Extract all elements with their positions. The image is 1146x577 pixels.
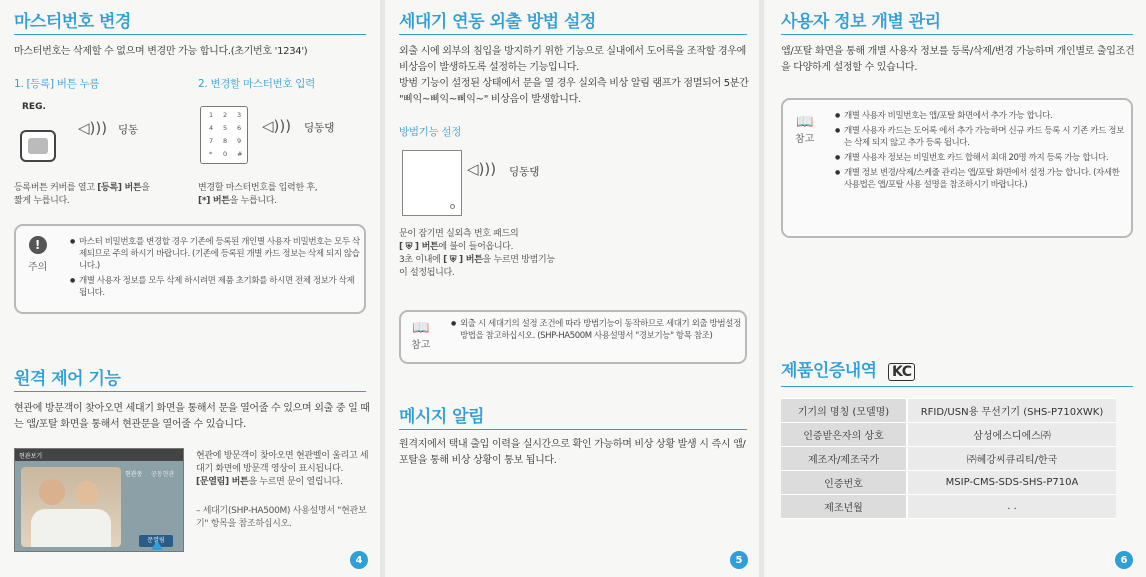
note-box [781, 98, 1133, 238]
keypad-key[interactable]: * [209, 150, 213, 158]
keypad[interactable] [200, 106, 248, 164]
note-list [451, 318, 743, 345]
screen-header: 현관보기 [15, 449, 183, 461]
caution-list [70, 236, 360, 302]
title-rule [399, 429, 747, 430]
remote-intro: 현관에 방문객이 찾아오면 세대기 화면을 통해서 문을 열어줄 수 있으며 외출 중 일 때는 앱/포탈 화면을 통해서 현관문을 열어줄 수 있습니다. [14, 403, 370, 430]
table-row [781, 495, 1116, 519]
cert-key: 제조년월 [781, 495, 907, 519]
title-rule [781, 34, 1133, 35]
sound-dingdong: 딩동 [118, 124, 139, 136]
keypad-key[interactable]: 4 [209, 124, 214, 132]
note-item: ● 개별 사용자 비밀번호는 앱/포탈 화면에서 추가 가능 합니다. [835, 110, 1127, 122]
page-5 [385, 0, 759, 577]
message-alert-title: 메시지 알림 [399, 407, 485, 427]
title-rule [399, 34, 747, 35]
door-lock-pad[interactable] [402, 150, 462, 216]
caution-item: ● 개별 사용자 정보를 모두 삭제 하시려면 제품 초기화를 하시면 전체 정보가 삭제됩니다. [70, 275, 360, 299]
certification-title: 제품인증내역 KC [781, 356, 915, 381]
cert-key: 인증번호 [781, 471, 907, 495]
keypad-key[interactable]: 8 [223, 137, 228, 145]
keypad-key[interactable]: 9 [237, 137, 242, 145]
keypad-key[interactable]: 7 [209, 137, 214, 145]
note-list [835, 110, 1127, 194]
sound-dingdongdaeng: 딩동댕 [304, 122, 335, 134]
table-row [781, 399, 1116, 423]
table-row [781, 423, 1116, 447]
cert-value: RFID/USN용 무선기기 (SHS-P710XWK) [907, 399, 1116, 423]
security-desc: 문이 잠기면 실외측 번호 패드의 [ ⛨ ] 버튼에 불이 들어옵니다. 3초 이내에 [ ⛨ ] 버튼을 누르면 방범기능 이 설정됩니다. [399, 229, 555, 278]
reg-label: REG. [22, 102, 46, 112]
keypad-key[interactable]: # [237, 150, 243, 158]
note-label: 참고 [411, 340, 431, 351]
table-row [781, 447, 1116, 471]
cert-value: 삼성에스디에스㈜ [907, 423, 1116, 447]
visitor-photo [21, 467, 121, 547]
sound-dingdongdaeng: 딩동댕 [509, 166, 540, 178]
remote-desc: 현관에 방문객이 찾아오면 현관벨이 울리고 세대기 화면에 방문객 영상이 표시됩니다. [문열림] 버튼을 누르면 문이 열립니다. [196, 451, 369, 487]
message-text: 원격지에서 택내 출입 이력을 실시간으로 확인 가능하며 비상 상황 발생 시 즉시 앱/포탈을 통해 비상 상황이 통보 됩니다. [399, 439, 746, 466]
title-rule [14, 391, 366, 392]
keypad-key[interactable]: 6 [237, 124, 242, 132]
caution-label: 주의 [28, 262, 48, 273]
kc-mark-icon: KC [888, 363, 916, 381]
note-item: ● 개별 정보 변경/삭제/스케줄 관리는 앱/포탈 화면에서 설정 가능 합니다. (자세한 사용법은 앱/포탈 사용 설명을 참조하시기 바랍니다.) [835, 167, 1127, 191]
speaker-icon: ◁))) [262, 117, 292, 135]
caution-icon: ! 주의 [28, 238, 48, 273]
keypad-key[interactable]: 1 [209, 111, 214, 119]
cert-value: . . [907, 495, 1116, 519]
user-info-title: 사용자 정보 개별 관리 [781, 12, 941, 32]
note-label: 참고 [795, 134, 815, 145]
away-intro-2: 방범 기능이 설정된 상태에서 문을 열 경우 실외측 비상 알림 램프가 점멸되어 5분간 "삐익~삐익~삐익~" 비상음이 발생합니다. [399, 78, 749, 105]
cert-key: 기기의 명칭 (모델명) [781, 399, 907, 423]
note-item: ● 외출 시 세대기의 설정 조건에 따라 방범기능이 동작하므로 세대기 외출 방범설정 방법을 참고하십시오. (SHP-HA500M 사용설명서 "경보기능" 항목 참조) [451, 318, 743, 342]
screen-tab[interactable]: 공동현관 [151, 471, 175, 478]
away-mode-title: 세대기 연동 외출 방법 설정 [399, 12, 596, 32]
cert-key: 제조자/제조국가 [781, 447, 907, 471]
cert-value: ㈜혜강씨큐리티/한국 [907, 447, 1116, 471]
remote-note: – 세대기(SHP-HA500M) 사용설명서 "현관보기" 항목을 참조하십시오. [196, 506, 367, 529]
page-number: 5 [730, 551, 748, 569]
screen-tab[interactable]: 현관동 [125, 471, 143, 478]
reg-button[interactable] [20, 130, 56, 162]
keypad-key[interactable]: 0 [223, 150, 228, 158]
keypad-key[interactable]: 3 [237, 111, 242, 119]
step1-label: 1. [등록] 버튼 누름 [14, 78, 100, 90]
speaker-icon: ◁))) [78, 119, 108, 137]
certification-table [781, 398, 1116, 519]
title-rule [781, 386, 1133, 387]
cert-key: 인증받은자의 상호 [781, 423, 907, 447]
step2-label: 2. 변경할 마스터번호 입력 [198, 78, 315, 90]
user-info-intro: 앱/포탈 화면을 통해 개별 사용자 정보를 등록/삭제/변경 가능하며 개인별로 출입조건을 다양하게 설정할 수 있습니다. [781, 46, 1135, 73]
keypad-key[interactable]: 2 [223, 111, 228, 119]
note-icon: 📖 참고 [795, 114, 815, 145]
page-4 [0, 0, 380, 577]
step1-desc: 등록버튼 커버를 열고 [등록] 버튼을 짧게 누릅니다. [14, 183, 150, 206]
table-row [781, 471, 1116, 495]
speaker-icon: ◁))) [467, 160, 497, 178]
note-icon: 📖 참고 [411, 320, 431, 351]
security-setting-label: 방범기능 설정 [399, 126, 462, 138]
master-number-title: 마스터번호 변경 [14, 12, 131, 32]
master-intro: 마스터번호는 삭제할 수 없으며 변경만 가능 합니다.(초기번호 '1234') [14, 46, 308, 57]
cert-value: MSIP-CMS-SDS-SHS-P710A [907, 471, 1116, 495]
title-rule [14, 34, 366, 35]
page-number: 4 [350, 551, 368, 569]
caution-item: ● 마스터 비밀번호를 변경할 경우 기존에 등록된 개인별 사용자 비밀번호는 모두 삭제되므로 주의 하시기 바랍니다. (기존에 등록된 개별 카드 정보는 삭제 되지 않습니다.) [70, 236, 360, 272]
wallpad-screen [14, 448, 184, 552]
page-divider [759, 0, 764, 577]
remote-control-title: 원격 제어 기능 [14, 369, 121, 389]
keypad-key[interactable]: 5 [223, 124, 228, 132]
page-6 [765, 0, 1146, 577]
step2-desc: 변경할 마스터번호를 입력한 후, [*] 버튼을 누릅니다. [198, 183, 318, 206]
note-item: ● 개별 사용자 카드는 도어록 에서 추가 가능하며 신규 카드 등록 시 기존 카드 정보는 삭제 되지 않고 추가 등록 됩니다. [835, 125, 1127, 149]
note-box [399, 310, 747, 364]
arrow-up-icon [151, 540, 163, 550]
caution-box [14, 224, 366, 314]
away-intro-1: 외출 시에 외부의 침입을 방지하기 위한 기능으로 실내에서 도어록을 조작할 경우에 비상음이 발생하도록 설정하는 기능입니다. [399, 46, 747, 73]
page-number: 6 [1115, 551, 1133, 569]
note-item: ● 개별 사용자 정보는 비밀번호 카드 합해서 최대 20명 까지 등록 가능 합니다. [835, 152, 1127, 164]
door-open-button[interactable]: 문열림 [139, 535, 173, 547]
